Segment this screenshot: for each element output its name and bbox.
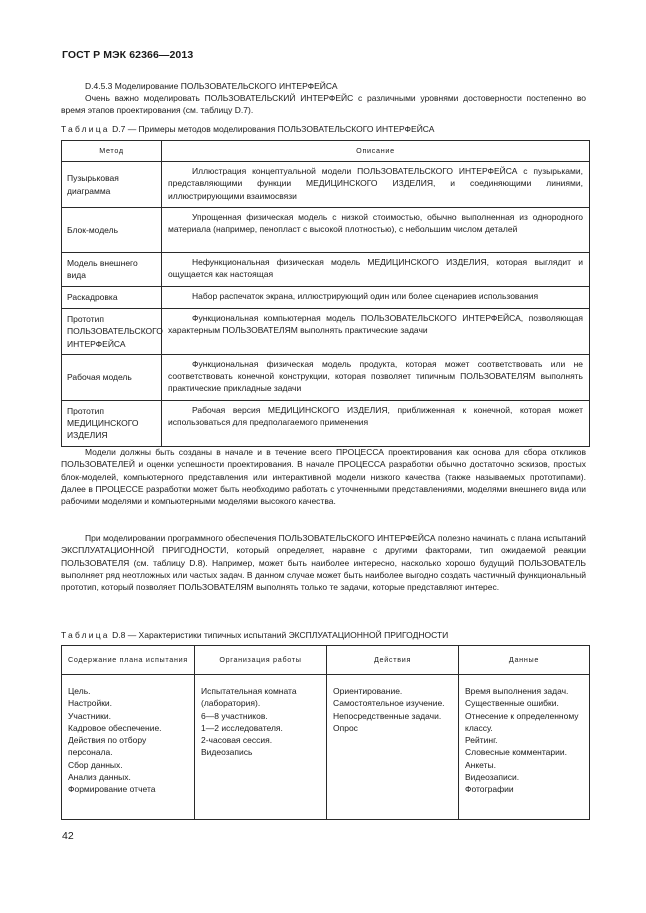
table-d7-method-cell: Прототип МЕДИЦИНСКОГО ИЗДЕЛИЯ bbox=[62, 400, 162, 446]
section-intro-paragraph: Очень важно моделировать ПОЛЬЗОВАТЕЛЬСКИЙ ИНТЕРФЕЙС с различными уровнями достоверности постепенно во время этапов проектирования (см. таблицу D.7). bbox=[61, 93, 586, 116]
table-d8-header-data: Данные bbox=[459, 646, 590, 675]
table-d8-header-organization: Организация работы bbox=[195, 646, 327, 675]
table-d7-header-method: Метод bbox=[62, 141, 162, 162]
table-d7-method-cell: Пузырьковая диаграмма bbox=[62, 162, 162, 208]
list-item: 2-часовая сессия. bbox=[201, 735, 273, 746]
list-item: Участники. bbox=[68, 710, 111, 721]
list-item: Действия по отбору персонала. bbox=[68, 735, 147, 758]
table-d7-method-cell: Рабочая модель bbox=[62, 354, 162, 400]
list-item: Кадровое обеспечение. bbox=[68, 722, 162, 733]
table-d8-data-cell bbox=[459, 675, 590, 820]
table-d7-description-cell: Функциональная компьютерная модель ПОЛЬЗОВАТЕЛЬСКОГО ИНТЕРФЕЙСА, позволяющая характерным ПОЛЬЗОВАТЕЛЯМ выполнять практические задачи bbox=[162, 309, 590, 355]
table-row bbox=[62, 309, 590, 355]
table-d7-description-cell: Рабочая версия МЕДИЦИНСКОГО ИЗДЕЛИЯ, приближенная к конечной, которая может использоваться для предполагаемого применения bbox=[162, 400, 590, 446]
table-d7-method-cell: Раскадровка bbox=[62, 287, 162, 309]
list-item: Цель. bbox=[68, 686, 91, 696]
table-d7-method-cell: Прототип ПОЛЬЗОВАТЕЛЬСКОГО ИНТЕРФЕЙСА bbox=[62, 309, 162, 355]
table-d7-method-cell: Модель внешнего вида bbox=[62, 253, 162, 287]
list-item: Время выполнения задач. bbox=[465, 686, 569, 696]
table-d7-caption-text: D.7 — Примеры методов моделирования ПОЛЬЗОВАТЕЛЬСКОГО ИНТЕРФЕЙСА bbox=[112, 124, 435, 134]
list-item: Существенные ошибки. bbox=[465, 698, 559, 709]
table-d8-caption-text: D.8 — Характеристики типичных испытаний ЭКСПЛУАТАЦИОННОЙ ПРИГОДНОСТИ bbox=[112, 630, 449, 640]
table-d8-actions-cell bbox=[327, 675, 459, 820]
list-item: Ориентирование. bbox=[333, 686, 403, 696]
table-d8-plan-content-cell bbox=[62, 675, 195, 820]
document-standard-header: ГОСТ Р МЭК 62366—2013 bbox=[62, 49, 194, 61]
table-d8-header-row bbox=[62, 646, 590, 675]
list-item: Фотографии bbox=[465, 784, 514, 795]
list-item: Рейтинг. bbox=[465, 735, 498, 746]
table-d7-description-cell: Набор распечаток экрана, иллюстрирующий один или более сценариев использования bbox=[162, 287, 590, 309]
table-d8-header-plan-content: Содержание плана испытания bbox=[62, 646, 195, 675]
page-number: 42 bbox=[62, 830, 74, 842]
table-row bbox=[62, 253, 590, 287]
table-d7-header-row bbox=[62, 141, 590, 162]
table-d7-description-cell: Нефункциональная физическая модель МЕДИЦИНСКОГО ИЗДЕЛИЯ, которая выглядит и ощущается как настоящая bbox=[162, 253, 590, 287]
table-d8-header-actions: Действия bbox=[327, 646, 459, 675]
table-row bbox=[62, 162, 590, 208]
table-row bbox=[62, 400, 590, 446]
list-item: Сбор данных. bbox=[68, 759, 123, 770]
list-item: Опрос bbox=[333, 722, 358, 733]
table-d7 bbox=[61, 140, 590, 447]
table-row bbox=[62, 287, 590, 309]
list-item: 6—8 участников. bbox=[201, 710, 268, 721]
list-item: Анализ данных. bbox=[68, 772, 131, 783]
body-paragraph-software-modelling: При моделировании программного обеспечения ПОЛЬЗОВАТЕЛЬСКОГО ИНТЕРФЕЙСА полезно начинать с плана испытаний ЭКСПЛУАТАЦИОННОЙ ПРИГОДНОСТИ, который определяет, наравне с другими факторами, тип ожидаемой реакции ПОЛЬЗОВАТЕЛЯ (см. таблицу D.8). Например, может быть наиболее интересно, насколько хорошо будущий ПОЛЬЗОВАТЕЛЬ выполняет ряд неотложных или частых задач. В данном случае может быть наиболее выгодно создать частичный функциональный прототип, который позволяет ПОЛЬЗОВАТЕЛЯМ выполнять только те задачи, которые представляют интерес. bbox=[61, 533, 586, 593]
list-item: Анкеты. bbox=[465, 759, 496, 770]
table-d8-organization-cell bbox=[195, 675, 327, 820]
table-d7-description-cell: Функциональная физическая модель продукта, которая может соответствовать или не соответствовать конечной конструкции, которая позволяет типичным ПОЛЬЗОВАТЕЛЯМ выполнять практические прикладные задачи bbox=[162, 354, 590, 400]
list-item: Самостоятельное изучение. bbox=[333, 698, 445, 709]
list-item: Словесные комментарии. bbox=[465, 747, 567, 758]
section-heading: D.4.5.3 Моделирование ПОЛЬЗОВАТЕЛЬСКОГО ИНТЕРФЕЙСА bbox=[85, 81, 338, 91]
table-d8-caption bbox=[61, 630, 448, 640]
list-item: Настройки. bbox=[68, 698, 113, 709]
list-item: Видеозапись bbox=[201, 747, 253, 758]
table-d7-method-cell: Блок-модель bbox=[62, 208, 162, 253]
list-item: Отнесение к определенному классу. bbox=[465, 710, 579, 733]
list-item: 1—2 исследователя. bbox=[201, 722, 283, 733]
list-item: Непосредственные задачи. bbox=[333, 710, 442, 721]
table-d7-description-cell: Упрощенная физическая модель с низкой стоимостью, обычно выполненная из однородного материала (например, пенопласт с высокой плотностью), с небольшим числом деталей bbox=[162, 208, 590, 253]
table-row bbox=[62, 208, 590, 253]
table-d7-caption-label: Таблица bbox=[61, 124, 110, 134]
list-item: Видеозаписи. bbox=[465, 772, 520, 783]
list-item: Формирование отчета bbox=[68, 784, 156, 795]
table-d7-description-cell: Иллюстрация концептуальной модели ПОЛЬЗОВАТЕЛЬСКОГО ИНТЕРФЕЙСА с пузырьками, представляющими функции МЕДИЦИНСКОГО ИЗДЕЛИЯ, и соединяющими линиями, иллюстрирующими взаимосвязи bbox=[162, 162, 590, 208]
table-d8-caption-label: Таблица bbox=[61, 630, 110, 640]
table-row bbox=[62, 354, 590, 400]
table-d7-caption bbox=[61, 124, 434, 134]
body-paragraph-models: Модели должны быть созданы в начале и в течение всего ПРОЦЕССА проектирования как основа для сбора откликов ПОЛЬЗОВАТЕЛЕЙ и оценки успешности проектирования. В начале ПРОЦЕССА разработки обычно достаточно эскизов, простых блок-моделей, компьютерного представления или интерактивной модели низкого качества (также называемых прототипами). Далее в ПРОЦЕССЕ разработки может быть необходимо работать с уточненными представлениями, моделями внешнего вида или рабочими моделями и компьютерными моделями высокого качества. bbox=[61, 447, 586, 507]
table-d7-header-description: Описание bbox=[162, 141, 590, 162]
table-d8 bbox=[61, 645, 590, 820]
table-row bbox=[62, 675, 590, 820]
list-item: Испытательная комната (лаборатория). bbox=[201, 686, 297, 709]
